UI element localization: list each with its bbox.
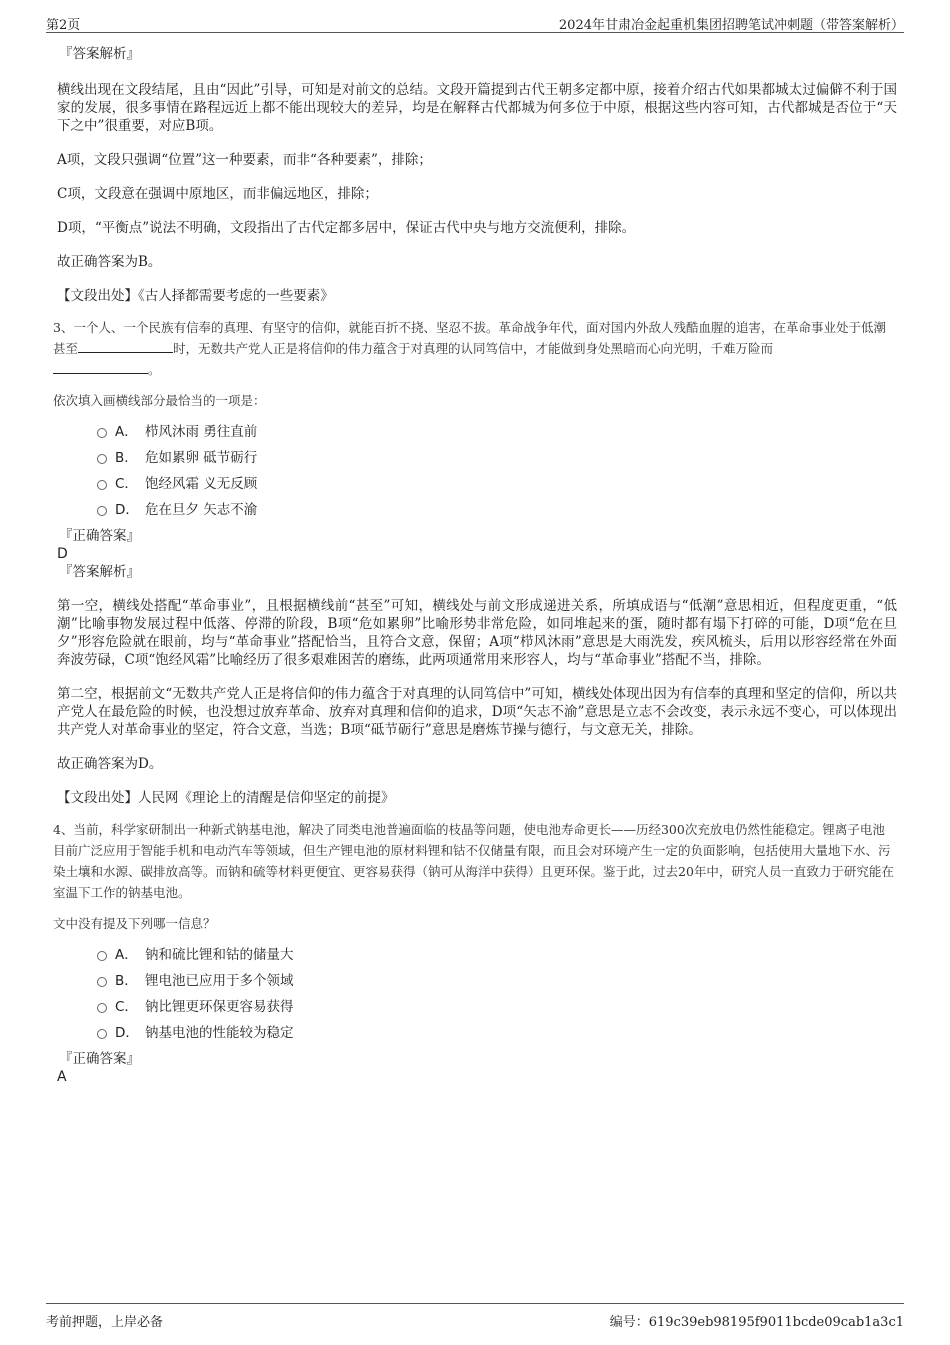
stem-text-2: 时，无数共产党人正是将信仰的伟力蕴含于对真理的认同笃信中，才能做到身处黑暗而心向光明，千难万险而	[173, 341, 774, 356]
document-title: 2024年甘肃冶金起重机集团招聘笔试冲刺题（带答案解析）	[558, 18, 904, 33]
radio-icon[interactable]	[97, 428, 107, 438]
question-3-stem	[53, 317, 897, 380]
footer-slogan: 考前押题，上岸必备	[46, 1315, 164, 1330]
analysis-conclusion: 故正确答案为B。	[57, 254, 162, 270]
analysis-text: 横线出现在文段结尾，且由“因此”引导，可知是对前文的总结。文段开篇提到古代王朝多定都中原，接着介绍古代如果都城太过偏僻不利于国家的发展，很多事情在路程远近上都不能出现较大的差异，均是在解释古代都城为何多位于中原，根据这些内容可知，古代都城是否位于“天下之中”很重要，对应B项。	[57, 82, 897, 134]
radio-icon[interactable]	[97, 480, 107, 490]
blank-2	[53, 359, 148, 374]
option-a[interactable]: A． 栉风沐雨 勇往直前	[57, 419, 897, 445]
option-d[interactable]: D． 钠基电池的性能较为稳定	[57, 1020, 897, 1046]
analysis-option-a: A项，文段只强调“位置”这一种要素，而非“各种要素”，排除；	[57, 152, 432, 168]
page-footer	[46, 1303, 904, 1328]
radio-icon[interactable]	[97, 454, 107, 464]
page-content	[53, 45, 897, 1086]
source-citation: 【文段出处】人民网《理论上的清醒是信仰坚定的前提》	[57, 790, 395, 806]
option-c[interactable]: C． 钠比锂更环保更容易获得	[57, 994, 897, 1020]
analysis-label: 『答案解析』	[59, 564, 140, 580]
analysis-option-d: D项，“平衡点”说法不明确，文段指出了古代定都多居中，保证古代中央与地方交流便利，排除。	[57, 220, 636, 236]
correct-answer: D	[57, 546, 68, 562]
analysis-option-c: C项，文段意在强调中原地区，而非偏远地区，排除；	[57, 186, 378, 202]
radio-icon[interactable]	[97, 1029, 107, 1039]
analysis-label: 『答案解析』	[59, 46, 140, 62]
document-id: 编号：619c39eb98195f9011bcde09cab1a3c1	[609, 1315, 904, 1330]
stem-text-1: 3、一个人、一个民族有信奉的真理、有坚守的信仰，就能百折不挠、坚忍不拔。革命战争年代，面对国内外敌人残酷血腥的追害，在革命事业处于低潮甚至	[53, 320, 886, 356]
question-4-options	[57, 942, 897, 1046]
option-d[interactable]: D． 危在旦夕 矢志不渝	[57, 497, 897, 523]
source-citation: 【文段出处】《古人择都需要考虑的一些要素》	[57, 288, 334, 304]
correct-answer: A	[57, 1069, 67, 1085]
correct-answer-label: 『正确答案』	[59, 528, 140, 544]
question-4-prompt: 文中没有提及下列哪一信息？	[53, 916, 216, 931]
analysis-paragraph-2: 第二空，根据前文“无数共产党人正是将信仰的伟力蕴含于对真理的认同笃信中”可知，横线处体现出因为有信奉的真理和坚定的信仰，所以共产党人在最危险的时候，也没想过放弃革命、放弃对真理和信仰的追求，D项“矢志不渝”意思是立志不会改变，表示永远不变心，可以体现出共产党人对革命事业的坚定，符合文意，当选；B项“砥节砺行”意思是磨炼节操与德行，与文意无关，排除。	[57, 686, 897, 738]
question-3-prompt: 依次填入画横线部分最恰当的一项是：	[53, 393, 266, 408]
option-a[interactable]: A． 钠和硫比锂和钴的储量大	[57, 942, 897, 968]
radio-icon[interactable]	[97, 506, 107, 516]
page-header	[46, 12, 904, 33]
question-3-options	[57, 419, 897, 523]
question-4-stem: 4、当前，科学家研制出一种新式钠基电池，解决了同类电池普遍面临的枝晶等问题，使电池寿命更长——历经300次充放电仍然性能稳定。锂离子电池目前广泛应用于智能手机和电动汽车等领域，但生产锂电池的原材料锂和钴不仅储量有限，而且会对环境产生一定的负面影响，包括使用大量地下水、污染土壤和水源、碳排放高等。而钠和硫等材料更便宜、更容易获得（钠可从海洋中获得）且更环保。鉴于此，过去20年中，研究人员一直致力于研究能在室温下工作的钠基电池。	[53, 822, 894, 900]
analysis-conclusion: 故正确答案为D。	[57, 756, 163, 772]
radio-icon[interactable]	[97, 1003, 107, 1013]
radio-icon[interactable]	[97, 951, 107, 961]
analysis-paragraph-1: 第一空，横线处搭配“革命事业”，且根据横线前“甚至”可知，横线处与前文形成递进关系，所填成语与“低潮”意思相近，但程度更重，“低潮”比喻事物发展过程中低落、停滞的阶段，B项“危如累卵”比喻形势非常危险，如同堆起来的蛋，随时都有塌下打碎的可能，D项“危在旦夕”形容危险就在眼前，均与“革命事业”搭配恰当，且符合文意，保留；A项“栉风沐雨”意思是大雨洗发，疾风梳头，后用以形容经常在外面奔波劳碌，C项“饱经风霜”比喻经历了很多艰难困苦的磨练，此两项通常用来形容人，均与“革命事业”搭配不当，排除。	[57, 598, 897, 668]
radio-icon[interactable]	[97, 977, 107, 987]
correct-answer-label: 『正确答案』	[59, 1051, 140, 1067]
option-c[interactable]: C． 饱经风霜 义无反顾	[57, 471, 897, 497]
blank-1	[78, 338, 173, 353]
option-b[interactable]: B． 危如累卵 砥节砺行	[57, 445, 897, 471]
option-b[interactable]: B． 锂电池已应用于多个领域	[57, 968, 897, 994]
page-number: 第2页	[46, 18, 81, 33]
stem-text-3: 。	[148, 362, 161, 377]
